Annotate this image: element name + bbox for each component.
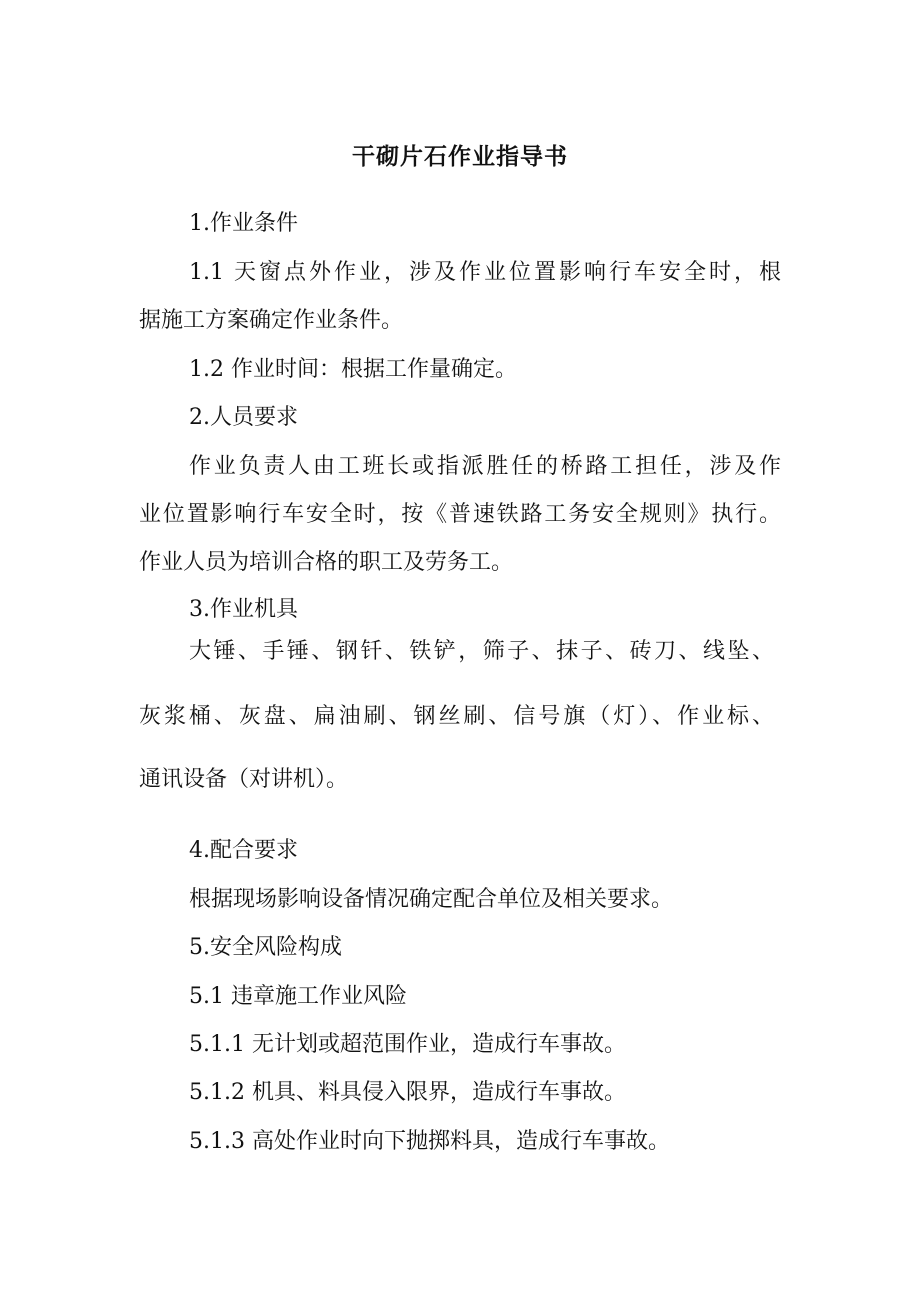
paragraph-line: 1.1 天窗点外作业，涉及作业位置影响行车安全时，根 — [189, 260, 781, 285]
heading-personnel-requirements: 2.人员要求 — [189, 405, 298, 430]
paragraph-line: 5.1.3 高处作业时向下抛掷料具，造成行车事故。 — [189, 1129, 670, 1154]
paragraph-line: 根据现场影响设备情况确定配合单位及相关要求。 — [189, 887, 674, 912]
heading-work-conditions: 1.作业条件 — [189, 211, 298, 236]
heading-safety-risks: 5.安全风险构成 — [189, 935, 342, 960]
document-title: 干砌片石作业指导书 — [352, 143, 568, 170]
paragraph-line: 大锤、手锤、钢钎、铁铲，筛子、抹子、砖刀、线坠、 — [189, 639, 774, 664]
paragraph-line: 通讯设备（对讲机）。 — [139, 767, 349, 792]
paragraph-line: 作业人员为培训合格的职工及劳务工。 — [139, 550, 514, 575]
paragraph-line: 业位置影响行车安全时，按《普速铁路工务安全规则》执行。 — [139, 502, 781, 527]
heading-coordination-requirements: 4.配合要求 — [189, 838, 298, 863]
paragraph-line: 1.2 作业时间：根据工作量确定。 — [189, 357, 517, 382]
paragraph-line: 据施工方案确定作业条件。 — [139, 308, 404, 333]
paragraph-line: 作业负责人由工班长或指派胜任的桥路工担任，涉及作 — [189, 454, 781, 479]
paragraph-line: 5.1.2 机具、料具侵入限界，造成行车事故。 — [189, 1080, 626, 1105]
paragraph-line: 灰浆桶、灰盘、扁油刷、钢丝刷、信号旗（灯）、作业标、 — [139, 704, 774, 729]
subheading-risk: 5.1 违章施工作业风险 — [189, 984, 407, 1009]
paragraph-line: 5.1.1 无计划或超范围作业，造成行车事故。 — [189, 1032, 626, 1057]
heading-work-tools: 3.作业机具 — [189, 597, 298, 622]
